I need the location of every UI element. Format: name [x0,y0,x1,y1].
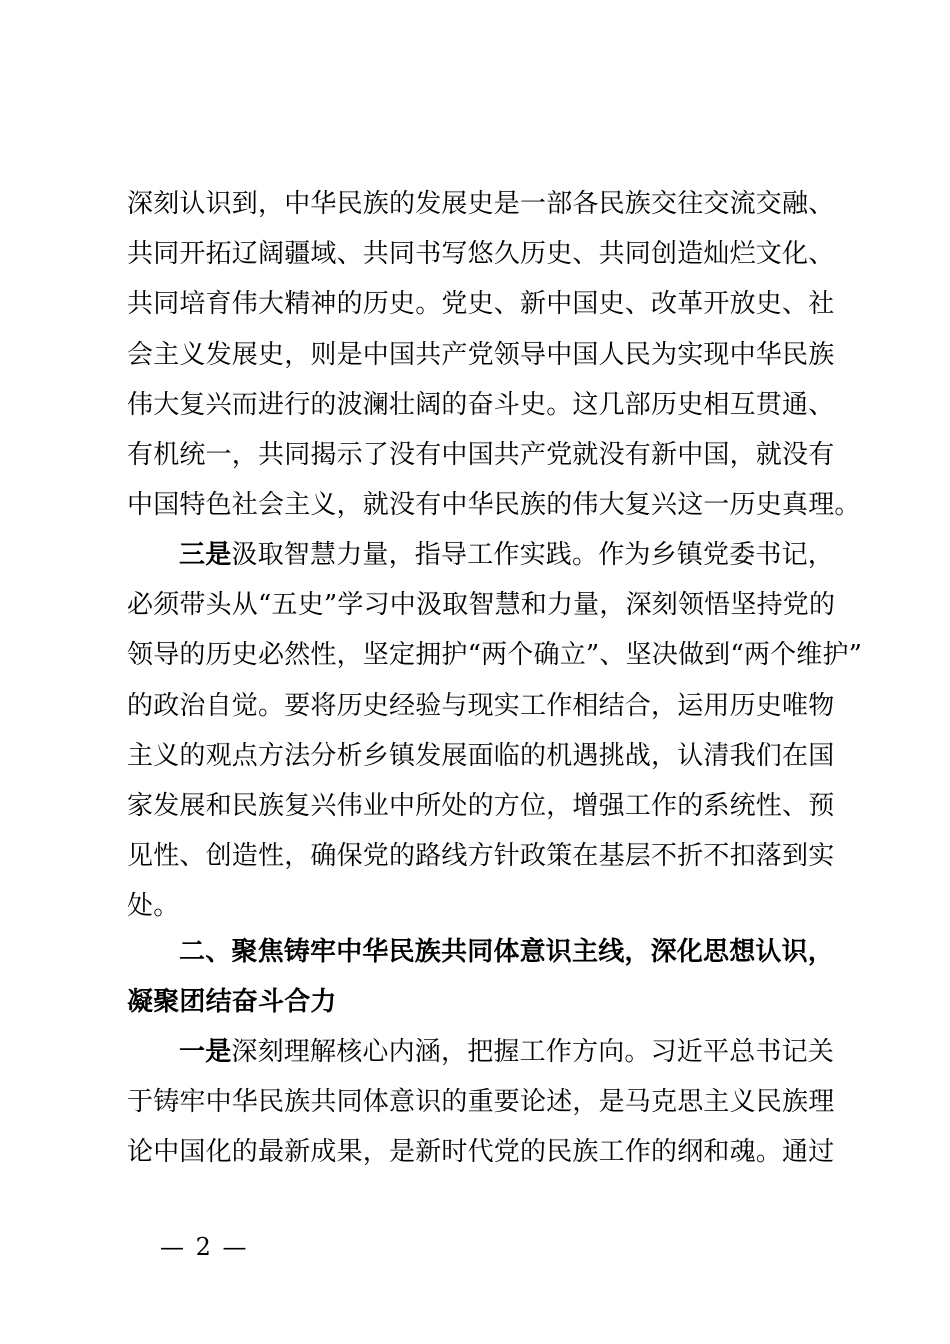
paragraph-line: 共同培育伟大精神的历史。党史、新中国史、改革开放史、社 [127,289,835,320]
paragraph-line: 主义的观点方法分析乡镇发展面临的机遇挑战，认清我们在国 [127,740,835,771]
paragraph-first-line [127,530,833,580]
paragraph-line: 处。 [127,891,180,922]
section-heading [127,927,833,1027]
paragraph-line: 领导的历史必然性，坚定拥护“两个确立”、坚决做到“两个维护” [127,640,863,671]
paragraph-line: 于铸牢中华民族共同体意识的重要论述，是马克思主义民族理 [127,1087,835,1118]
paragraph-line: 会主义发展史，则是中国共产党领导中国人民为实现中华民族 [127,339,835,370]
paragraph-line: 必须带头从“五史”学习中汲取智慧和力量，深刻领悟坚持党的 [127,590,836,621]
paragraph-wisdom [127,530,863,932]
paragraph-history [127,179,861,530]
paragraph-line: 伟大复兴而进行的波澜壮阔的奋斗史。这几部历史相互贯通、 [127,389,835,420]
paragraph-first-line-text: 汲取智慧力量，指导工作实践。作为乡镇党委书记， [231,540,835,570]
paragraph-core-meaning [127,1027,833,1178]
paragraph-line: 论中国化的最新成果，是新时代党的民族工作的纲和魂。通过 [127,1137,835,1168]
paragraph-lead: 三是 [179,540,232,570]
paragraph-first-line-text: 深刻理解核心内涵，把握工作方向。习近平总书记关 [231,1037,835,1067]
paragraph-line: 深刻认识到，中华民族的发展史是一部各民族交往交流交融、 [127,189,835,219]
paragraph-line: 的政治自觉。要将历史经验与现实工作相结合，运用历史唯物 [127,690,835,721]
heading-line: 凝聚团结奋斗合力 [127,987,337,1018]
paragraph-line: 有机统一，共同揭示了没有中国共产党就没有新中国，就没有 [127,439,835,470]
page-number: — 2 — [160,1233,249,1261]
heading-line: 二、聚焦铸牢中华民族共同体意识主线，深化思想认识， [179,937,835,967]
paragraph-first-line [127,1027,833,1077]
paragraph-lead: 一是 [179,1037,232,1067]
paragraph-line: 中国特色社会主义，就没有中华民族的伟大复兴这一历史真理。 [127,490,861,521]
paragraph-line: 家发展和民族复兴伟业中所处的方位，增强工作的系统性、预 [127,790,835,821]
paragraph-line: 见性、创造性，确保党的路线方针政策在基层不折不扣落到实 [127,841,835,872]
paragraph-line: 共同开拓辽阔疆域、共同书写悠久历史、共同创造灿烂文化、 [127,239,835,270]
